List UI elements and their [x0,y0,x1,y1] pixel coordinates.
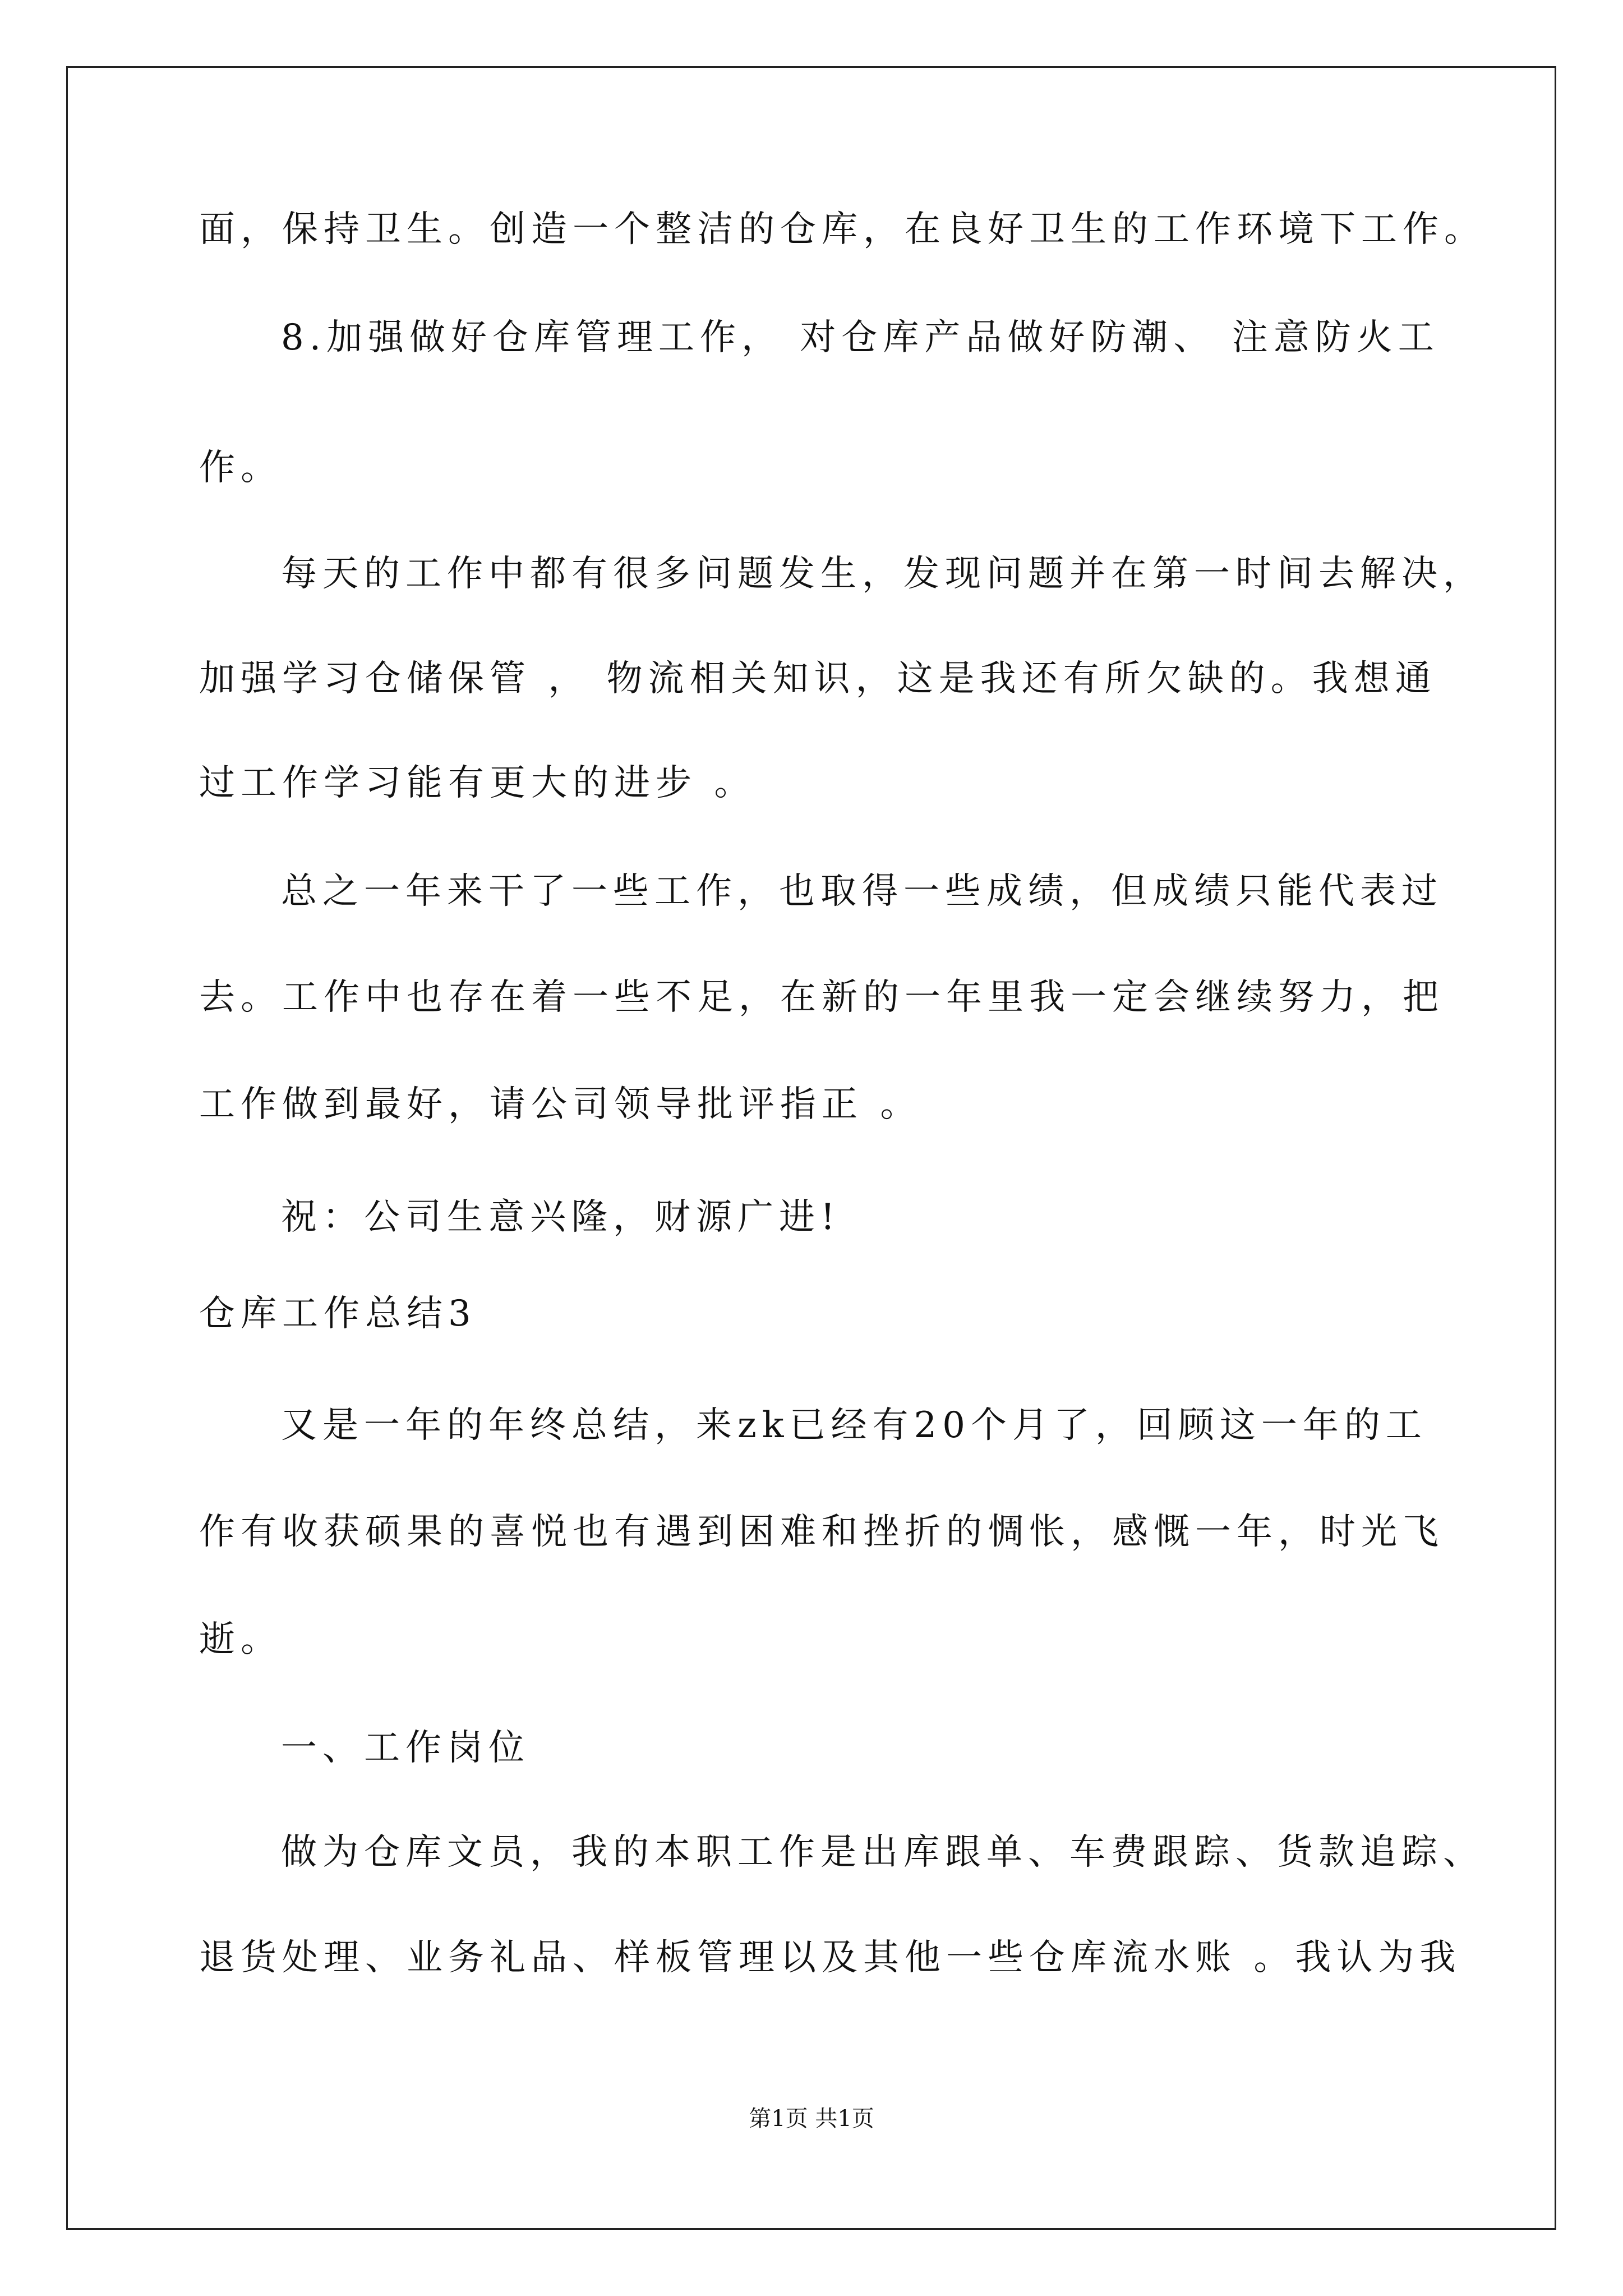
text-line: 工作做到最好，请公司领导批评指正 。 [199,1084,922,1125]
text-line: 作。 [199,447,282,489]
text-line: 每天的工作中都有很多问题发生，发现问题并在第一时间去解决， [281,553,1484,595]
subsection-heading: 一、工作岗位 [281,1727,530,1769]
text-line: 逝。 [199,1619,282,1660]
text-line: 加强学习仓储保管 ， 物流相关知识，这是我还有所欠缺的。我想通 [199,658,1437,700]
text-line: 总之一年来干了一些工作，也取得一些成绩，但成绩只能代表过 [281,871,1443,912]
text-line: 面，保持卫生。创造一个整洁的仓库，在良好卫生的工作环境下工作。 [199,209,1486,250]
text-line: 做为仓库文员，我的本职工作是出库跟单、车费跟踪、货款追踪、 [281,1832,1484,1873]
text-line: 去。工作中也存在着一些不足，在新的一年里我一定会继续努力，把 [199,977,1444,1018]
page-border [66,66,1556,2230]
text-line: 祝：公司生意兴隆，财源广进! [281,1197,841,1238]
page-footer: 第1页 共1页 [749,2106,874,2132]
text-line: 又是一年的年终总结，来zk已经有20个月了，回顾这一年的工 [281,1405,1427,1446]
text-line: 过工作学习能有更大的进步 。 [199,762,756,804]
text-line: 8.加强做好仓库管理工作， 对仓库产品做好防潮、 注意防火工 [281,317,1440,358]
section-heading: 仓库工作总结3 [199,1293,477,1335]
text-line: 退货处理、业务礼品、样板管理以及其他一些仓库流水账 。我认为我 [199,1937,1461,1978]
text-line: 作有收获硕果的喜悦也有遇到困难和挫折的惆怅，感慨一年，时光飞 [199,1511,1444,1553]
